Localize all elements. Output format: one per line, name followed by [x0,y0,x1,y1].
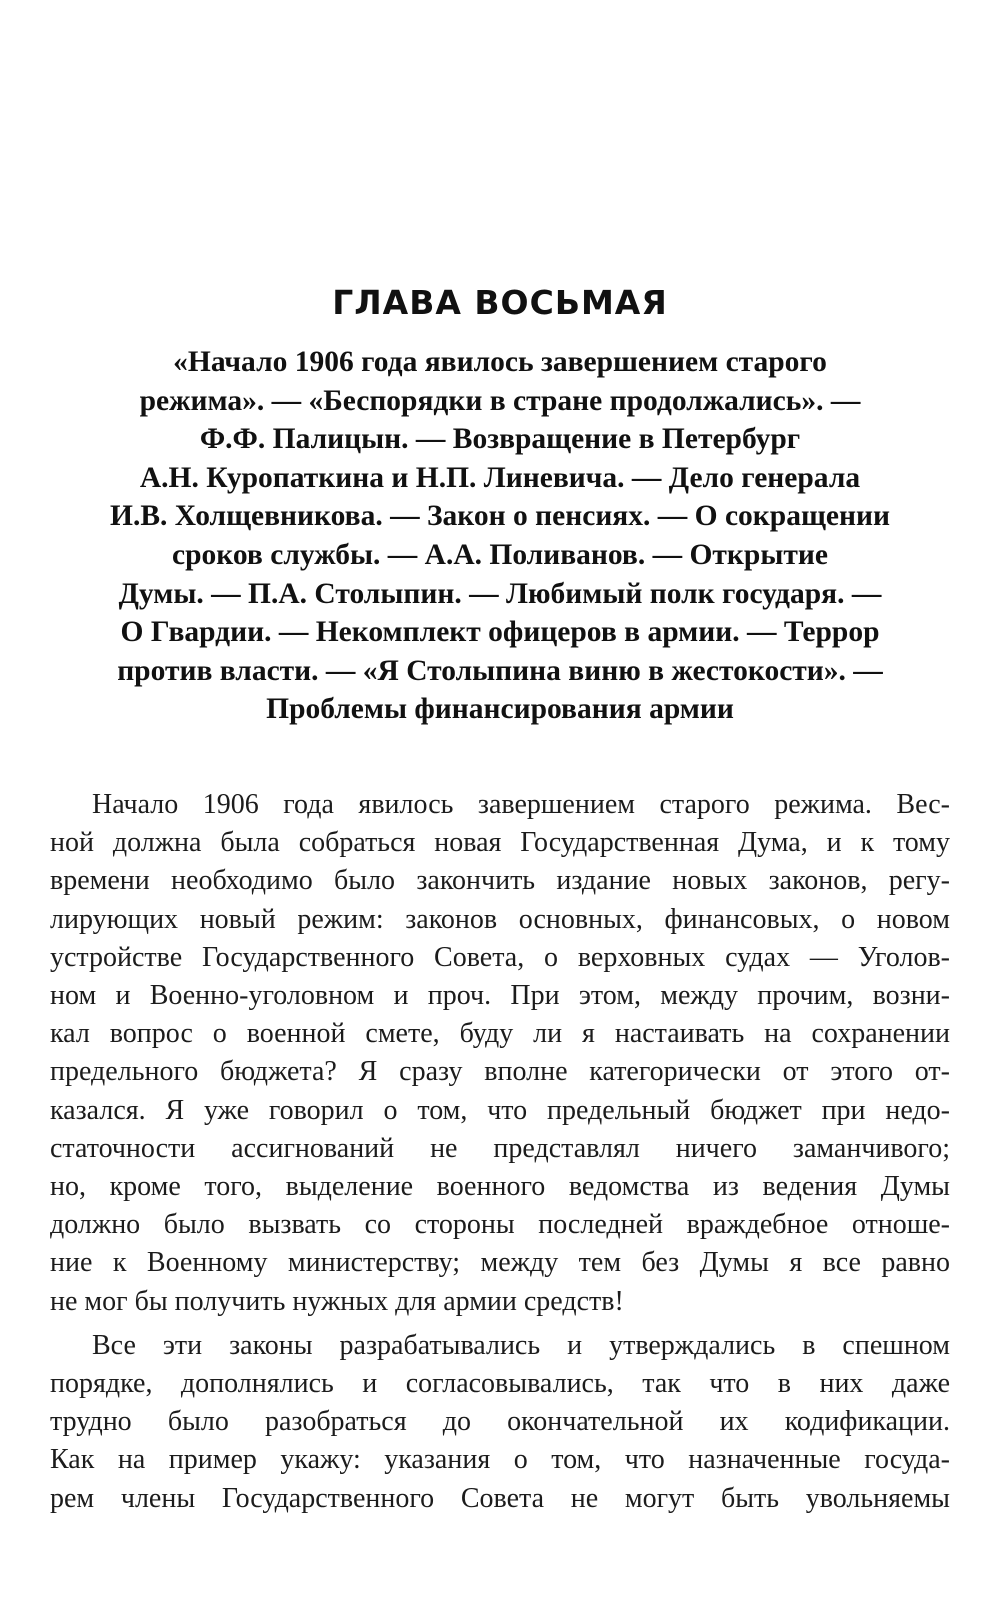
text-line: должно было вызвать со стороны последней враждебное отноше- [50,1209,950,1241]
summary-line: И.В. Холщевникова. — Закон о пенсиях. — О сокращении [110,500,890,533]
paragraph [50,1327,950,1518]
chapter-title: ГЛАВА ВОСЬМАЯ [332,283,668,322]
body-text [50,786,950,1518]
text-line: Все эти законы разрабатывались и утверждались в спешном [92,1329,950,1361]
text-line: ние к Военному министерству; между тем без Думы я все равно [50,1247,950,1279]
text-line: кал вопрос о военной смете, буду ли я настаивать на сохранении [50,1018,950,1050]
text-line: трудно было разобраться до окончательной их кодификации. [50,1406,950,1438]
text-line: ном и Военно-уголовном и проч. При этом, между прочим, возни- [50,980,950,1012]
text-line: рем члены Государственного Совета не могут быть увольняемы [50,1482,950,1514]
text-line: устройстве Государственного Совета, о верховных судах — Уголов- [50,941,950,973]
summary-line: Проблемы финансирования армии [266,693,734,726]
text-line: казался. Я уже говорил о том, что предельный бюджет при недо- [50,1094,950,1126]
text-line: ной должна была собраться новая Государственная Дума, и к тому [50,827,950,859]
paragraph [50,786,950,1321]
text-line: не мог бы получить нужных для армии средств! [50,1285,624,1317]
summary-line: сроков службы. — А.А. Поливанов. — Открытие [172,538,828,571]
chapter-summary [60,343,940,729]
summary-line: А.Н. Куропаткина и Н.П. Линевича. — Дело генерала [139,461,861,494]
text-line: но, кроме того, выделение военного ведомства из ведения Думы [50,1171,950,1203]
text-line: Как на пример укажу: указания о том, что назначенные госуда- [50,1444,950,1476]
text-line: Начало 1906 года явилось завершением старого режима. Вес- [92,789,950,820]
summary-line: Думы. — П.А. Столыпин. — Любимый полк государя. — [118,577,882,610]
summary-line: против власти. — «Я Столыпина виню в жестокости». — [117,654,883,687]
text-line: времени необходимо было закончить издание новых законов, регу- [50,865,950,897]
summary-line: Ф.Ф. Палицын. — Возвращение в Петербург [199,423,801,456]
text-line: статочности ассигнований не представлял ничего заманчивого; [50,1132,950,1164]
text-line: предельного бюджета? Я сразу вполне категорически от этого от- [50,1056,950,1088]
summary-line: «Начало 1906 года явилось завершением старого [173,346,827,378]
summary-line: О Гвардии. — Некомплект офицеров в армии. — Террор [120,616,880,649]
text-line: лирующих новый режим: законов основных, финансовых, о новом [50,903,950,935]
summary-line: режима». — «Беспорядки в стране продолжались». — [139,384,861,417]
text-line: порядке, дополнялись и согласовывались, так что в них даже [50,1368,950,1400]
